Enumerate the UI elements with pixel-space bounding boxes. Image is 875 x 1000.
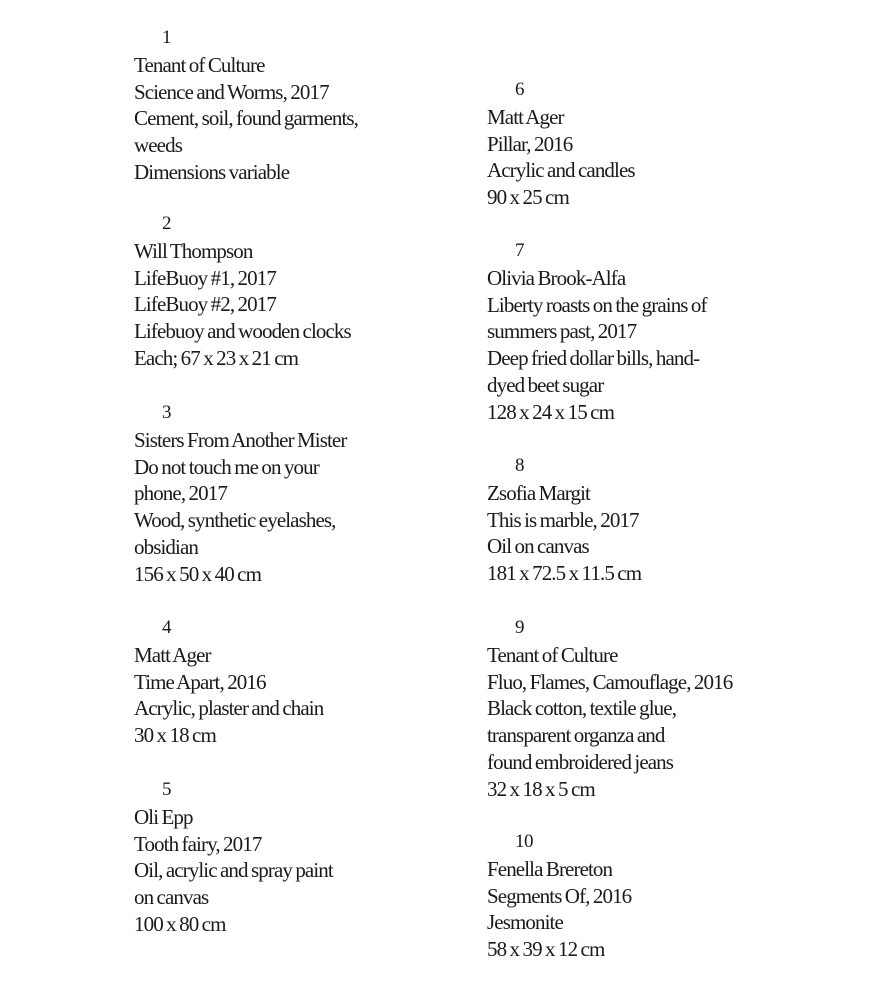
artwork-year: , 2017 bbox=[229, 265, 276, 290]
artwork-materials: Cement, soil, found garments, bbox=[134, 106, 359, 131]
artwork-number: 7 bbox=[515, 240, 524, 261]
artwork-title: This is marble bbox=[487, 507, 593, 532]
artwork-entry bbox=[487, 615, 817, 803]
artwork-dimensions: 30 x 18 cm bbox=[134, 723, 216, 748]
artwork-title-line bbox=[487, 131, 817, 158]
artwork-materials: found embroidered jeans bbox=[487, 749, 674, 774]
artwork-entry bbox=[134, 400, 464, 588]
artwork-title: Fluo, Flames, Camouflage bbox=[487, 669, 687, 694]
artwork-materials: dyed beet sugar bbox=[487, 372, 604, 397]
artwork-dimensions: 156 x 50 x 40 cm bbox=[134, 561, 262, 586]
artwork-dimensions: Dimensions variable bbox=[134, 159, 290, 184]
artwork-title: LifeBuoy #1 bbox=[134, 265, 230, 290]
artist-name: Tenant of Culture bbox=[487, 642, 618, 667]
artwork-number: 8 bbox=[515, 455, 524, 476]
artwork-number: 1 bbox=[162, 27, 171, 48]
artwork-title-line bbox=[487, 318, 817, 345]
artwork-entry bbox=[134, 25, 464, 186]
artwork-materials: Wood, synthetic eyelashes, bbox=[134, 508, 336, 533]
artwork-number: 2 bbox=[162, 213, 171, 234]
artwork-entry bbox=[134, 211, 464, 372]
artwork-number: 6 bbox=[515, 79, 524, 100]
artist-name: Tenant of Culture bbox=[134, 52, 265, 77]
artwork-number: 5 bbox=[162, 779, 171, 800]
artist-name: Matt Ager bbox=[134, 642, 211, 667]
artwork-dimensions: 58 x 39 x 12 cm bbox=[487, 937, 605, 962]
artwork-year: , 2017 bbox=[592, 507, 639, 532]
artist-name: Olivia Brook-Alfa bbox=[487, 265, 626, 290]
artwork-materials: weeds bbox=[134, 133, 182, 158]
artwork-title: Do not touch me on your bbox=[134, 454, 319, 479]
artwork-entry bbox=[487, 238, 817, 426]
artwork-entry bbox=[487, 77, 817, 211]
artwork-materials: obsidian bbox=[134, 534, 198, 559]
artwork-title-line bbox=[134, 831, 464, 858]
artwork-dimensions: 32 x 18 x 5 cm bbox=[487, 776, 595, 801]
artwork-materials: Oil, acrylic and spray paint bbox=[134, 858, 333, 883]
artwork-materials: Acrylic and candles bbox=[487, 158, 635, 183]
artist-name: Will Thompson bbox=[134, 238, 253, 263]
artwork-dimensions: 128 x 24 x 15 cm bbox=[487, 399, 615, 424]
artwork-title-line bbox=[487, 883, 817, 910]
artist-name: Matt Ager bbox=[487, 104, 564, 129]
artwork-title-line bbox=[487, 507, 817, 534]
artwork-materials: Black cotton, textile glue, bbox=[487, 696, 677, 721]
artwork-dimensions: Each; 67 x 23 x 21 cm bbox=[134, 345, 299, 370]
artwork-year: , 2017 bbox=[282, 79, 329, 104]
artwork-title-line bbox=[134, 480, 464, 507]
artwork-title-line bbox=[487, 669, 817, 696]
artwork-title: summers past bbox=[487, 319, 591, 344]
artwork-dimensions: 90 x 25 cm bbox=[487, 185, 569, 210]
artwork-year: , 2016 bbox=[686, 669, 733, 694]
artwork-entry bbox=[487, 829, 817, 963]
artwork-title: Segments Of bbox=[487, 883, 586, 908]
artwork-year: , 2016 bbox=[585, 883, 632, 908]
artwork-title: phone bbox=[134, 481, 181, 506]
artwork-title-line bbox=[134, 79, 464, 106]
artwork-materials: Oil on canvas bbox=[487, 534, 589, 559]
artwork-title: Time Apart bbox=[134, 669, 220, 694]
artwork-materials: Jesmonite bbox=[487, 910, 563, 935]
artist-name: Oli Epp bbox=[134, 804, 193, 829]
artwork-dimensions: 181 x 72.5 x 11.5 cm bbox=[487, 561, 642, 586]
artwork-year: , 2017 bbox=[590, 319, 637, 344]
artwork-entry bbox=[487, 453, 817, 587]
artwork-dimensions: 100 x 80 cm bbox=[134, 911, 226, 936]
artwork-entry bbox=[134, 777, 464, 938]
artwork-number: 4 bbox=[162, 617, 171, 638]
artist-name: Zsofia Margit bbox=[487, 480, 590, 505]
artwork-year: , 2017 bbox=[180, 481, 227, 506]
artwork-number: 9 bbox=[515, 617, 524, 638]
artwork-entry bbox=[134, 615, 464, 749]
artwork-number: 3 bbox=[162, 402, 171, 423]
artwork-title-line bbox=[134, 291, 464, 318]
artwork-materials: transparent organza and bbox=[487, 723, 665, 748]
artwork-year: , 2016 bbox=[219, 669, 266, 694]
artwork-title-line bbox=[134, 669, 464, 696]
artwork-title-line bbox=[134, 454, 464, 481]
artist-name: Sisters From Another Mister bbox=[134, 427, 347, 452]
artwork-materials: Lifebuoy and wooden clocks bbox=[134, 319, 351, 344]
artwork-year: , 2017 bbox=[215, 831, 262, 856]
artwork-materials: Deep fried dollar bills, hand- bbox=[487, 346, 700, 371]
artwork-title: Tooth fairy bbox=[134, 831, 216, 856]
artwork-materials: on canvas bbox=[134, 885, 209, 910]
artist-name: Fenella Brereton bbox=[487, 856, 613, 881]
artwork-materials: Acrylic, plaster and chain bbox=[134, 696, 324, 721]
artwork-title: Pillar bbox=[487, 131, 527, 156]
artwork-title-line bbox=[134, 265, 464, 292]
artwork-title: LifeBuoy #2 bbox=[134, 292, 230, 317]
artwork-year: , 2016 bbox=[526, 131, 573, 156]
artwork-title: Liberty roasts on the grains of bbox=[487, 292, 707, 317]
artwork-title: Science and Worms bbox=[134, 79, 283, 104]
artwork-number: 10 bbox=[515, 831, 533, 852]
artwork-title-line bbox=[487, 292, 817, 319]
artwork-year: , 2017 bbox=[229, 292, 276, 317]
